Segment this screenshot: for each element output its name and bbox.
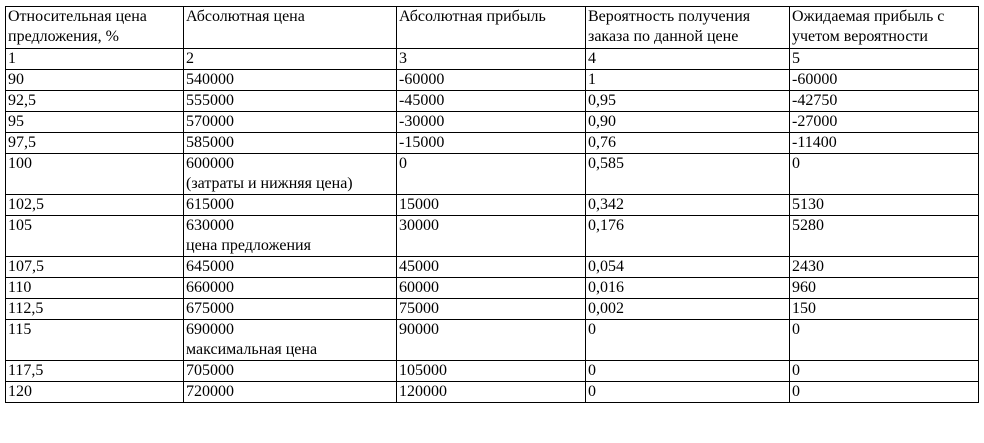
cell-relative-price-value: 90 <box>8 71 24 88</box>
price-note: максимальная цена <box>186 341 318 358</box>
cell-absolute-price-value: 540000 <box>186 71 234 88</box>
header-row <box>6 7 979 49</box>
cell-relative-price <box>6 320 184 361</box>
cell-relative-price <box>6 257 184 278</box>
cell-relative-price-value: 107,5 <box>8 258 44 275</box>
cell-relative-price-value: 112,5 <box>8 300 44 317</box>
header-line: Относительная цена <box>8 8 147 25</box>
cell-expected-profit-value: 0 <box>792 383 800 400</box>
cell-absolute-profit-value: 45000 <box>399 258 439 275</box>
cell-absolute-profit <box>397 299 586 320</box>
cell-expected-profit-value: 5280 <box>792 217 824 234</box>
cell-probability-value: 0,90 <box>588 113 616 130</box>
cell-probability-value: 0 <box>588 362 596 379</box>
cell-probability-value: 0,342 <box>588 196 624 213</box>
cell-probability <box>586 70 790 91</box>
cell-relative-price <box>6 133 184 154</box>
cell-relative-price-value: 97,5 <box>8 134 36 151</box>
price-note: цена предложения <box>186 237 311 254</box>
cell-relative-price-value: 120 <box>8 383 32 400</box>
cell-relative-price <box>6 70 184 91</box>
cell-absolute-profit <box>397 91 586 112</box>
cell-absolute-profit-value: -30000 <box>399 113 445 130</box>
cell-relative-price-value: 105 <box>8 217 32 234</box>
column-number: 1 <box>6 49 184 70</box>
cell-probability <box>586 216 790 257</box>
table-row <box>6 91 979 112</box>
cell-absolute-price <box>184 320 397 361</box>
header-expected-profit <box>790 7 979 49</box>
cell-relative-price-value: 115 <box>8 321 32 338</box>
cell-relative-price-value: 100 <box>8 155 32 172</box>
cell-expected-profit <box>790 361 979 382</box>
cell-absolute-price <box>184 216 397 257</box>
cell-expected-profit-value: 0 <box>792 155 800 172</box>
cell-probability-value: 0,95 <box>588 92 616 109</box>
cell-absolute-price-value: 615000 <box>186 196 234 213</box>
cell-expected-profit <box>790 382 979 403</box>
cell-probability <box>586 112 790 133</box>
cell-relative-price <box>6 216 184 257</box>
cell-expected-profit-value: 0 <box>792 321 800 338</box>
cell-absolute-profit-value: 60000 <box>399 279 439 296</box>
cell-absolute-profit <box>397 112 586 133</box>
cell-relative-price <box>6 91 184 112</box>
cell-probability <box>586 299 790 320</box>
cell-relative-price-value: 95 <box>8 113 24 130</box>
cell-relative-price <box>6 112 184 133</box>
cell-absolute-price-value: 570000 <box>186 113 234 130</box>
cell-expected-profit-value: 5130 <box>792 196 824 213</box>
cell-probability-value: 0,76 <box>588 134 616 151</box>
cell-probability-value: 0,016 <box>588 279 624 296</box>
cell-absolute-profit-value: 90000 <box>399 321 439 338</box>
cell-absolute-price-value: 555000 <box>186 92 234 109</box>
cell-absolute-price-value: 660000 <box>186 279 234 296</box>
cell-absolute-price <box>184 382 397 403</box>
cell-probability <box>586 320 790 361</box>
cell-expected-profit-value: 2430 <box>792 258 824 275</box>
cell-probability-value: 0,176 <box>588 217 624 234</box>
cell-probability-value: 0,002 <box>588 300 624 317</box>
cell-probability <box>586 257 790 278</box>
cell-absolute-price <box>184 154 397 195</box>
cell-absolute-profit <box>397 278 586 299</box>
cell-probability <box>586 133 790 154</box>
cell-absolute-profit-value: 75000 <box>399 300 439 317</box>
cell-absolute-price <box>184 257 397 278</box>
cell-absolute-profit <box>397 257 586 278</box>
cell-expected-profit-value: -11400 <box>792 134 837 151</box>
cell-relative-price-value: 117,5 <box>8 362 44 379</box>
cell-absolute-price-value: 690000 <box>186 321 234 338</box>
cell-absolute-profit-value: 105000 <box>399 362 447 379</box>
cell-probability-value: 0 <box>588 383 596 400</box>
cell-expected-profit <box>790 320 979 361</box>
cell-expected-profit-value: -42750 <box>792 92 838 109</box>
header-probability <box>586 7 790 49</box>
table-row <box>6 299 979 320</box>
cell-relative-price-value: 110 <box>8 279 32 296</box>
cell-expected-profit-value: 150 <box>792 300 816 317</box>
header-absolute-price <box>184 7 397 49</box>
cell-absolute-profit <box>397 70 586 91</box>
cell-expected-profit-value: 0 <box>792 362 800 379</box>
cell-absolute-price <box>184 133 397 154</box>
cell-expected-profit-value: -60000 <box>792 71 838 88</box>
column-number: 4 <box>586 49 790 70</box>
cell-absolute-price <box>184 70 397 91</box>
cell-absolute-profit <box>397 216 586 257</box>
cell-probability <box>586 278 790 299</box>
header-absolute-profit <box>397 7 586 49</box>
cell-probability <box>586 154 790 195</box>
column-number-row <box>6 49 979 70</box>
cell-relative-price-value: 92,5 <box>8 92 36 109</box>
cell-probability <box>586 361 790 382</box>
table-row <box>6 382 979 403</box>
table-row <box>6 133 979 154</box>
cell-relative-price <box>6 361 184 382</box>
cell-probability <box>586 195 790 216</box>
cell-absolute-profit <box>397 195 586 216</box>
column-number: 3 <box>397 49 586 70</box>
header-line: Абсолютная цена <box>186 8 305 25</box>
cell-absolute-profit-value: -60000 <box>399 71 445 88</box>
cell-expected-profit <box>790 216 979 257</box>
cell-expected-profit-value: 960 <box>792 279 816 296</box>
cell-absolute-price-value: 705000 <box>186 362 234 379</box>
cell-relative-price <box>6 382 184 403</box>
cell-relative-price <box>6 195 184 216</box>
cell-expected-profit <box>790 112 979 133</box>
cell-probability-value: 0,054 <box>588 258 624 275</box>
cell-absolute-profit-value: 0 <box>399 155 407 172</box>
cell-absolute-price-value: 720000 <box>186 383 234 400</box>
cell-absolute-profit-value: -45000 <box>399 92 445 109</box>
cell-absolute-profit <box>397 361 586 382</box>
cell-absolute-price-value: 600000 <box>186 155 234 172</box>
cell-expected-profit <box>790 91 979 112</box>
cell-expected-profit <box>790 154 979 195</box>
cell-absolute-profit <box>397 154 586 195</box>
cell-expected-profit <box>790 299 979 320</box>
cell-expected-profit <box>790 278 979 299</box>
header-line: Абсолютная прибыль <box>399 8 546 25</box>
cell-probability-value: 0,585 <box>588 155 624 172</box>
cell-probability <box>586 91 790 112</box>
header-line: Вероятность получения <box>588 8 751 25</box>
cell-absolute-price-value: 585000 <box>186 134 234 151</box>
cell-probability-value: 0 <box>588 321 596 338</box>
cell-relative-price <box>6 278 184 299</box>
cell-expected-profit-value: -27000 <box>792 113 838 130</box>
table-row <box>6 216 979 257</box>
table-row <box>6 320 979 361</box>
cell-expected-profit <box>790 195 979 216</box>
cell-expected-profit <box>790 70 979 91</box>
cell-absolute-profit <box>397 320 586 361</box>
cell-expected-profit <box>790 257 979 278</box>
cell-absolute-price <box>184 278 397 299</box>
header-line: предложения, % <box>8 28 119 45</box>
table-body <box>6 7 979 403</box>
cell-absolute-price <box>184 361 397 382</box>
table-row <box>6 278 979 299</box>
cell-absolute-profit-value: 120000 <box>399 383 447 400</box>
cell-absolute-price <box>184 112 397 133</box>
column-number: 2 <box>184 49 397 70</box>
cell-absolute-profit <box>397 382 586 403</box>
cell-absolute-price <box>184 299 397 320</box>
cell-probability <box>586 382 790 403</box>
cell-absolute-price <box>184 91 397 112</box>
cell-absolute-price-value: 645000 <box>186 258 234 275</box>
cell-expected-profit <box>790 133 979 154</box>
header-line: заказа по данной цене <box>588 28 739 45</box>
table-row <box>6 257 979 278</box>
table-row <box>6 70 979 91</box>
header-relative-price <box>6 7 184 49</box>
cell-absolute-profit-value: 15000 <box>399 196 439 213</box>
cell-relative-price-value: 102,5 <box>8 196 44 213</box>
table-row <box>6 154 979 195</box>
price-note: (затраты и нижняя цена) <box>186 175 353 192</box>
cell-absolute-price-value: 630000 <box>186 217 234 234</box>
cell-absolute-profit-value: -15000 <box>399 134 445 151</box>
table-row <box>6 195 979 216</box>
cell-absolute-price-value: 675000 <box>186 300 234 317</box>
cell-relative-price <box>6 154 184 195</box>
table-row <box>6 361 979 382</box>
cell-absolute-price <box>184 195 397 216</box>
cell-absolute-profit <box>397 133 586 154</box>
column-number: 5 <box>790 49 979 70</box>
table-row <box>6 112 979 133</box>
header-line: Ожидаемая прибыль с <box>792 8 945 25</box>
price-probability-table <box>5 6 979 403</box>
cell-relative-price <box>6 299 184 320</box>
cell-probability-value: 1 <box>588 71 596 88</box>
header-line: учетом вероятности <box>792 28 928 45</box>
cell-absolute-profit-value: 30000 <box>399 217 439 234</box>
